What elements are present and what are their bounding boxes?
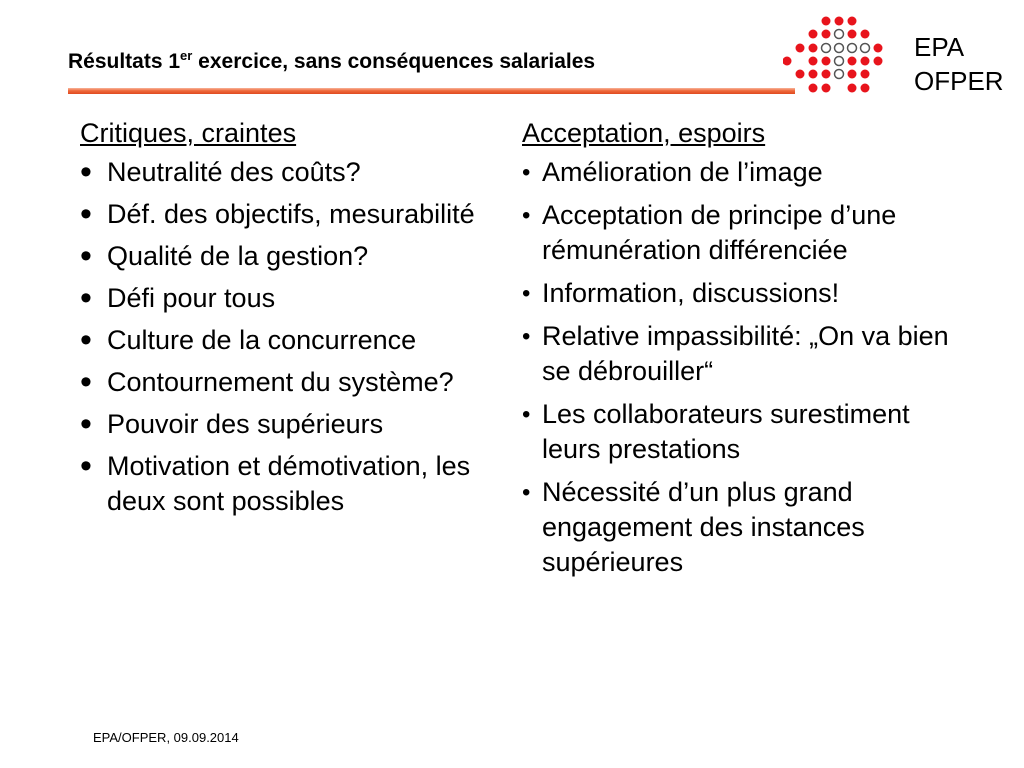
- criticisms-heading: Critiques, craintes: [80, 118, 297, 148]
- bullet: •: [80, 279, 92, 317]
- bullet: •: [80, 153, 92, 191]
- list-item-text: Nécessité d’un plus grand engagement des instances supérieures: [542, 477, 865, 577]
- bullet: •: [80, 195, 92, 233]
- list-item-text: Les collaborateurs surestiment leurs prestations: [542, 399, 910, 464]
- acceptance-heading: Acceptation, espoirs: [522, 118, 766, 148]
- list-item: [522, 276, 952, 311]
- list-item-text: Déf. des objectifs, mesurabilité: [107, 199, 475, 229]
- list-item: [80, 365, 480, 400]
- title-underline-rule: [68, 88, 795, 94]
- list-item-text: Culture de la concurrence: [107, 325, 417, 355]
- footer-text: EPA/OFPER, 09.09.2014: [93, 730, 239, 745]
- list-item: [522, 155, 952, 190]
- bullet: •: [522, 202, 531, 229]
- logo-line-ofper: OFPER: [914, 66, 1004, 96]
- bullet: •: [80, 321, 92, 359]
- list-item: [522, 198, 952, 268]
- logo-text: [914, 30, 1004, 98]
- list-item: [80, 281, 480, 316]
- bullet: •: [80, 237, 92, 275]
- slide-title-suffix: exercice, sans conséquences salariales: [192, 50, 596, 73]
- dot-grid-logo-icon: [783, 14, 893, 96]
- list-item-text: Motivation et démotivation, les deux sont possibles: [107, 451, 471, 516]
- list-item: [522, 397, 952, 467]
- bullet: •: [522, 401, 531, 428]
- list-item-text: Relative impassibilité: „On va bien se débrouiller“: [542, 321, 949, 386]
- bullet: •: [522, 280, 531, 307]
- slide-title-superscript: er: [180, 48, 193, 63]
- bullet: •: [80, 405, 92, 443]
- list-item-text: Neutralité des coûts?: [107, 157, 361, 187]
- slide-title-prefix: Résultats 1: [68, 50, 181, 73]
- list-item-text: Information, discussions!: [542, 278, 840, 308]
- bullet: •: [80, 363, 92, 401]
- list-item: [80, 239, 480, 274]
- list-item: [522, 475, 952, 580]
- list-item-text: Contournement du système?: [107, 367, 454, 397]
- criticisms-column: [80, 116, 480, 526]
- bullet: •: [522, 323, 531, 350]
- acceptance-column: [522, 116, 952, 588]
- list-item: [80, 449, 480, 519]
- list-item-text: Qualité de la gestion?: [107, 241, 369, 271]
- logo-line-epa: EPA: [914, 32, 965, 62]
- list-item: [80, 155, 480, 190]
- list-item-text: Acceptation de principe d’une rémunération différenciée: [542, 200, 897, 265]
- list-item: [80, 323, 480, 358]
- list-item: [80, 407, 480, 442]
- bullet: •: [522, 159, 531, 186]
- list-item: [522, 319, 952, 389]
- list-item-text: Pouvoir des supérieurs: [107, 409, 384, 439]
- slide-title: [68, 48, 595, 74]
- list-item-text: Amélioration de l’image: [542, 157, 823, 187]
- list-item-text: Défi pour tous: [107, 283, 276, 313]
- list-item: [80, 197, 480, 232]
- bullet: •: [80, 447, 92, 485]
- bullet: •: [522, 479, 531, 506]
